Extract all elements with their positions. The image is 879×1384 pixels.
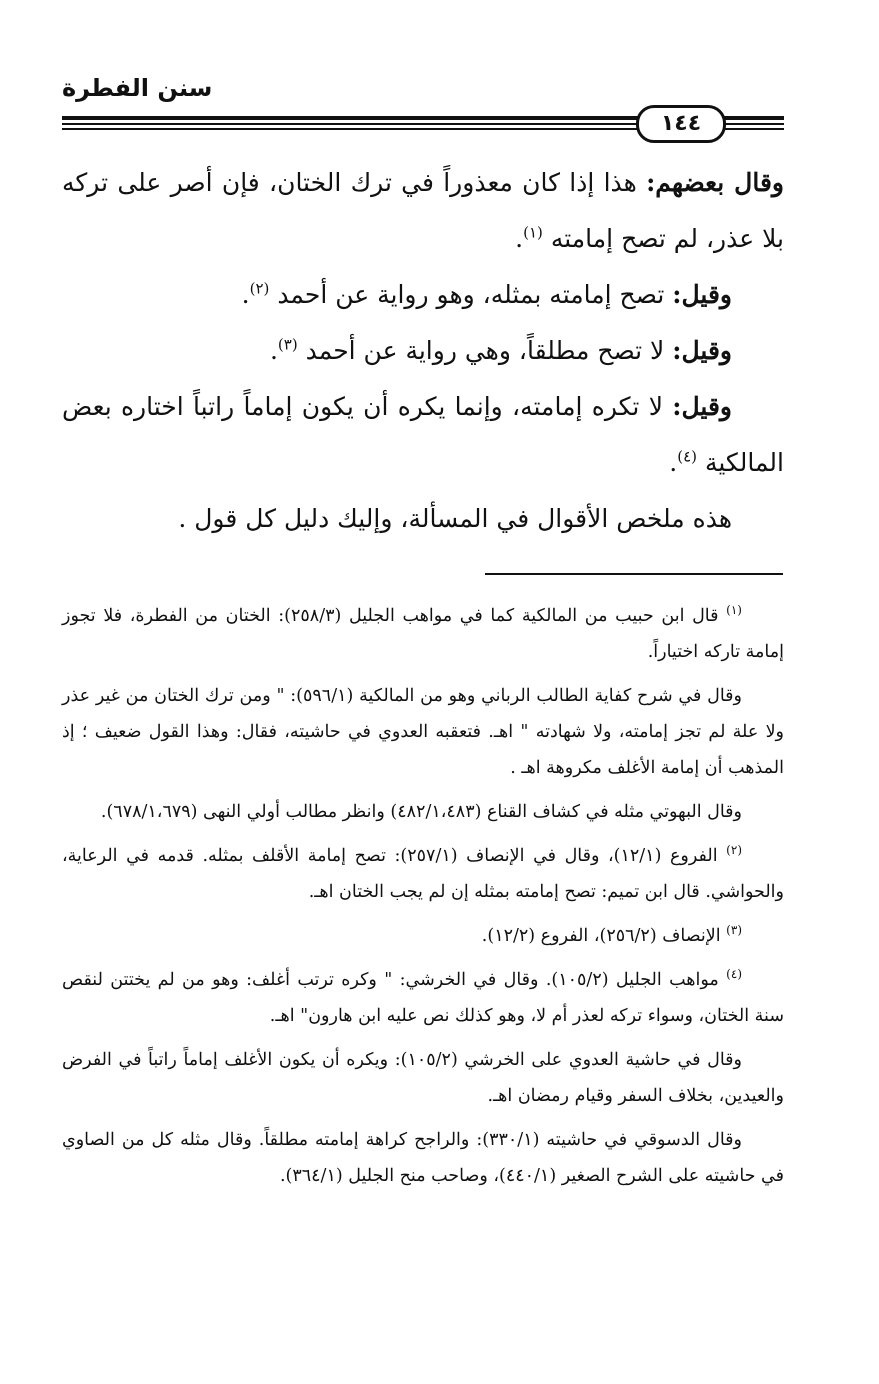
footnote-number: (١)	[726, 603, 742, 618]
paragraph-end: .	[669, 448, 678, 477]
main-text	[62, 155, 784, 547]
paragraph-end: .	[241, 280, 250, 309]
paragraph-lead: وقيل:	[672, 336, 732, 365]
paragraph-text: هذا إذا كان معذوراً في ترك الختان، فإن أصر على تركه بلا عذر، لم تصح إمامته	[62, 168, 784, 253]
footnote	[62, 962, 784, 1034]
footnote	[62, 918, 784, 954]
footnote-separator	[485, 573, 783, 575]
footnote-text: الفروع (١٢/١)، وقال في الإنصاف (٢٥٧/١): تصح إمامة الأقلف بمثله. قدمه في الرعاية، والحواشي. قال ابن تميم: تصح إمامته بمثله إن لم يجب الختان اهـ.	[62, 846, 784, 902]
footnote-ref: (٢)	[249, 279, 270, 298]
footnote-text: قال ابن حبيب من المالكية كما في مواهب الجليل (٢٥٨/٣): الختان من الفطرة، فلا تجوز إمامة تاركه اختياراً.	[62, 606, 784, 662]
footnote-number: (٣)	[726, 923, 742, 938]
footnote-text: وقال في حاشية العدوي على الخرشي (١٠٥/٢): ويكره أن يكون الأغلف إماماً راتباً في الفرض والعيدين، بخلاف السفر وقيام رمضان اهـ.	[62, 1050, 784, 1106]
footnote	[62, 1042, 784, 1114]
page-number: ١٤٤	[636, 105, 726, 143]
paragraph-lead: وقيل:	[672, 392, 732, 421]
paragraph-text: لا تصح مطلقاً، وهي رواية عن أحمد	[305, 336, 673, 365]
footnote-text: وقال البهوتي مثله في كشاف القناع (٤٨٢/١،٤٨٣) وانظر مطالب أولي النهى (٦٧٨/١،٦٧٩).	[100, 802, 742, 822]
footnote	[62, 678, 784, 786]
paragraph	[62, 491, 784, 547]
footnote	[62, 794, 784, 830]
running-title: سنن الفطرة	[62, 74, 213, 102]
footnote	[62, 598, 784, 670]
footnote	[62, 838, 784, 910]
paragraph-text: لا تكره إمامته، وإنما يكره أن يكون إماماً راتباً اختاره بعض المالكية	[62, 392, 784, 477]
paragraph	[62, 267, 784, 323]
footnote-ref: (١)	[523, 223, 543, 242]
footnote-ref: (٣)	[277, 335, 298, 354]
footnote-text: وقال في شرح كفاية الطالب الرباني وهو من المالكية (٥٩٦/١): " ومن ترك الختان من غير عذر ولا علة لم تجز إمامته، ولا شهادته " اهـ. فتعقبه العدوي في حاشيته، فقال: وهذا القول ضعيف ؛ إذ المذهب أن إمامة الأغلف مكروهة اهـ .	[62, 686, 784, 778]
footnote-text: الإنصاف (٢٥٦/٢)، الفروع (١٢/٢).	[481, 926, 721, 946]
paragraph	[62, 155, 784, 267]
footnote-text: مواهب الجليل (١٠٥/٢). وقال في الخرشي: " وكره ترتب أغلف: وهو من لم يختتن لنقص سنة الختان، وسواء تركه لعذر أم لا، وهو كذلك نص عليه ابن هارون" اهـ.	[62, 970, 784, 1026]
paragraph	[62, 379, 784, 491]
paragraph-text: تصح إمامته بمثله، وهو رواية عن أحمد	[277, 280, 673, 309]
paragraph-text: هذه ملخص الأقوال في المسألة، وإليك دليل كل قول .	[178, 504, 732, 533]
footnote-number: (٢)	[726, 843, 742, 858]
paragraph-lead: وقال بعضهم:	[646, 168, 784, 197]
footnote	[62, 1122, 784, 1194]
footnote-number: (٤)	[726, 967, 742, 982]
paragraph-end: .	[515, 224, 524, 253]
footnote-ref: (٤)	[677, 447, 698, 466]
paragraph-end: .	[269, 336, 278, 365]
footnotes	[62, 598, 784, 1202]
paragraph	[62, 323, 784, 379]
footnote-text: وقال الدسوقي في حاشيته (٣٣٠/١): والراجح كراهة إمامته مطلقاً. وقال مثله كل من الصاوي في حاشيته على الشرح الصغير (٤٤٠/١)، وصاحب منح الجليل (٣٦٤/١).	[62, 1130, 784, 1186]
paragraph-lead: وقيل:	[672, 280, 732, 309]
